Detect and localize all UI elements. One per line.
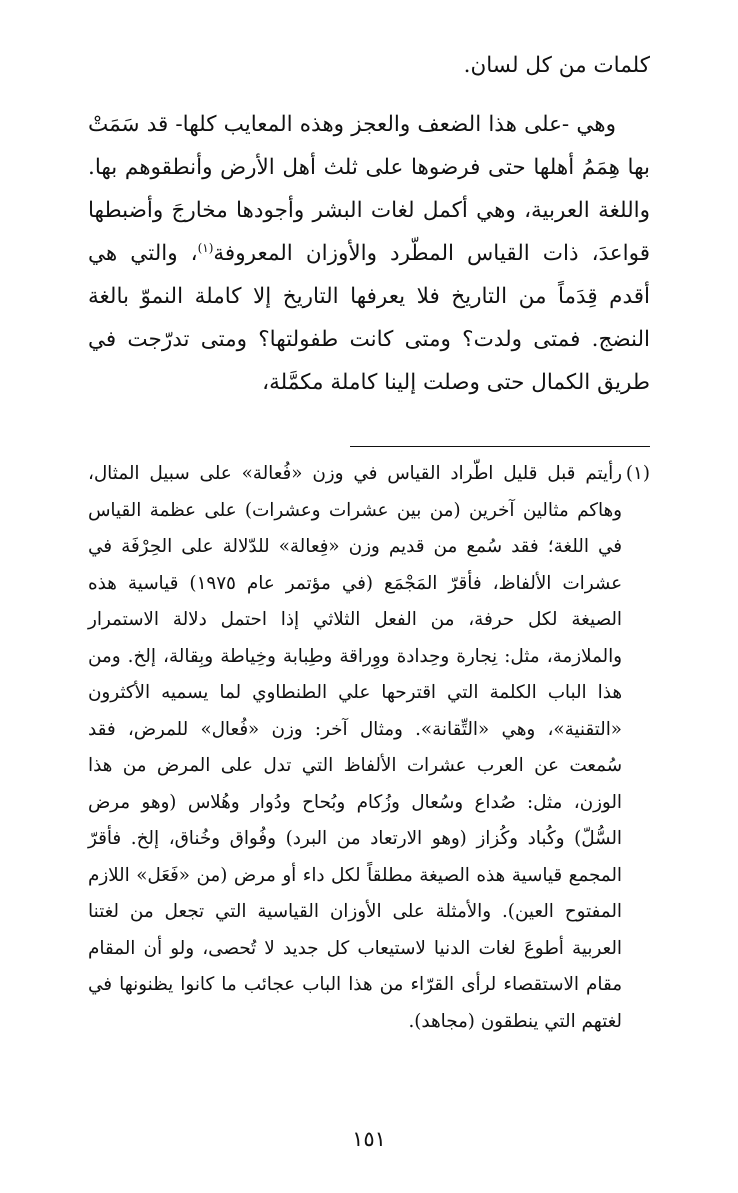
paragraph-text-part-1: وهي -على هذا الضعف والعجز وهذه المعايب كلها- قد سَمَتْ بها هِمَمُ أهلها حتى فرضوها على ثلث أهل الأرض وأنطقوهم بها. واللغة العربية، وهي أكمل لغات البشر وأجودها مخارجَ وأضبطها قواعدَ، ذات القياس المطّرد والأوزان المعروفة: [88, 112, 650, 266]
footnote-text: رأيتم قبل قليل اطّراد القياس في وزن «فُعالة» على سبيل المثال، وهاكم مثالين آخرين (من بين عشرات وعشرات) على عظمة القياس في اللغة؛ فقد سُمع من قديم وزن «فِعالة» للدّلالة على الحِرْفَة في عشرات الألفاظ، فأقرّ المَجْمَع (في مؤتمر عام ١٩٧٥) قياسية هذه الصيغة لكل حرفة، من الفعل الثلاثي إذا احتمل دلالة الاستمرار والملازمة، مثل: نِجارة وحِدادة ووِراقة وطِبابة وخِياطة وبِقالة، إلخ. ومن هذا الباب الكلمة التي اقترحها علي الطنطاوي لما يسميه الأكثرون «التقنية»، وهي «التِّقانة». ومثال آخر: وزن «فُعال» للمرض، فقد سُمعت عن العرب عشرات الألفاظ التي تدل على المرض من هذا الوزن، مثل: صُداع وسُعال وزُكام وبُحاح ودُوار وهُلاس (وهو مرض السُّلّ) وكُباد وكُزاز (وهو الارتعاد من البرد) وفُواق وخُناق، إلخ. فأقرّ المجمع قياسية هذه الصيغة مطلقاً لكل داء أو مرض (من «فَعَل» اللازم المفتوح العين). والأمثلة على الأوزان القياسية التي تجعل من لغتنا العربية أطوعَ لغات الدنيا لاستيعاب كل جديد لا تُحصى، ولو أن المقام مقام الاستقصاء لرأى القرّاء من هذا الباب عجائب ما كانوا يظنونها في لغتهم التي ينطقون (مجاهد).: [88, 463, 622, 1032]
page-number: ١٥١: [352, 1127, 386, 1151]
footnote-separator: [350, 446, 650, 447]
book-page: [88, 0, 650, 1193]
footnote-reference: (١): [197, 240, 214, 255]
main-text: [88, 44, 650, 404]
footnotes-section: [88, 456, 650, 1040]
paragraph: [88, 103, 650, 404]
footnote: [88, 456, 650, 1040]
paragraph-continuation: كلمات من كل لسان.: [463, 53, 650, 78]
footnote-number: (١): [625, 463, 650, 484]
paragraph-text-part-2: ، والتي هي أقدم قِدَماً من التاريخ فلا يعرفها التاريخ إلا كاملة النموّ بالغة النضج. فمتى ولدت؟ ومتى كانت طفولتها؟ ومتى تدرّجت في طريق الكمال حتى وصلت إلينا كاملة مكمَّلة،: [88, 241, 650, 395]
